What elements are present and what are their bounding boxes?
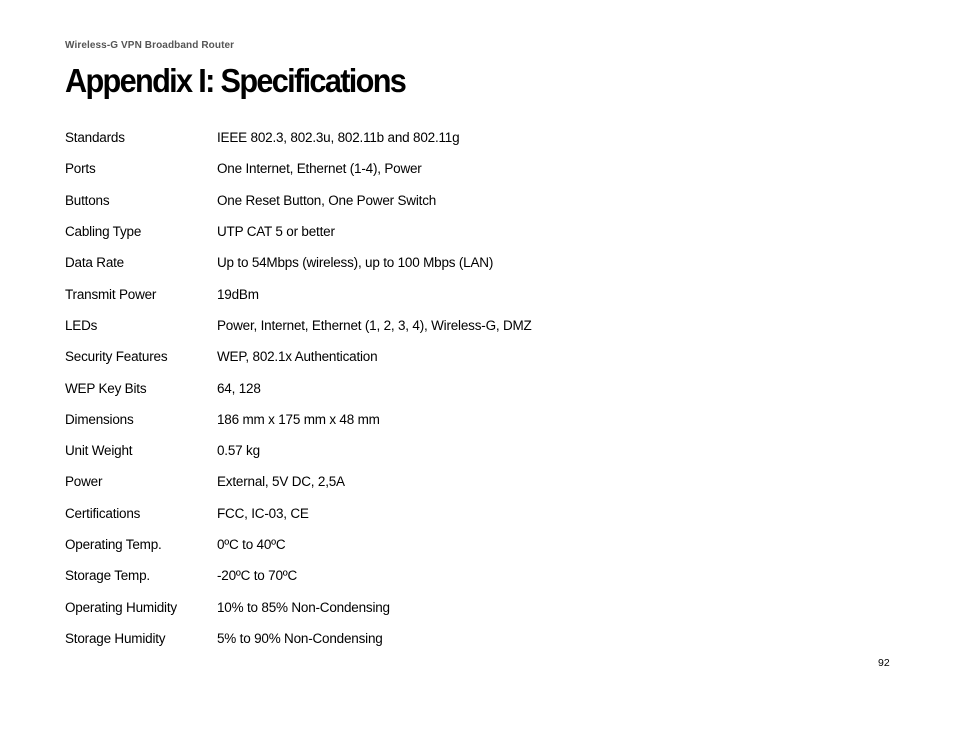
- spec-value: 10% to 85% Non-Condensing: [217, 599, 390, 615]
- spec-value: External, 5V DC, 2,5A: [217, 474, 345, 490]
- spec-row-power: [65, 466, 665, 497]
- spec-label: Data Rate: [65, 255, 124, 271]
- spec-value: Up to 54Mbps (wireless), up to 100 Mbps (LAN): [217, 255, 494, 271]
- page-title: Appendix I: Specifications: [65, 62, 406, 99]
- spec-row-operating-humidity: [65, 591, 665, 622]
- spec-value: 5% to 90% Non-Condensing: [217, 630, 383, 646]
- spec-value: One Internet, Ethernet (1-4), Power: [217, 161, 422, 177]
- spec-row-wep-key-bits: [65, 372, 665, 403]
- spec-label: Ports: [65, 161, 96, 177]
- spec-label: Certifications: [65, 505, 141, 521]
- spec-value: UTP CAT 5 or better: [217, 224, 335, 240]
- spec-value: 64, 128: [217, 380, 261, 396]
- page-number: 92: [878, 657, 890, 669]
- spec-label: WEP Key Bits: [65, 380, 147, 396]
- specifications-table-body: [65, 122, 665, 654]
- spec-row-certifications: [65, 498, 665, 529]
- spec-label: Operating Humidity: [65, 599, 177, 615]
- spec-value: 0.57 kg: [217, 443, 260, 459]
- spec-row-security-features: [65, 341, 665, 372]
- spec-row-ports: [65, 153, 665, 184]
- spec-row-buttons: [65, 185, 665, 216]
- spec-value: IEEE 802.3, 802.3u, 802.11b and 802.11g: [217, 130, 460, 146]
- spec-value: 0ºC to 40ºC: [217, 537, 286, 552]
- spec-value: One Reset Button, One Power Switch: [217, 192, 437, 208]
- spec-value: -20ºC to 70ºC: [217, 568, 298, 584]
- spec-row-unit-weight: [65, 435, 665, 466]
- spec-label: Unit Weight: [65, 443, 133, 459]
- spec-label: Standards: [65, 130, 125, 146]
- spec-value: Power, Internet, Ethernet (1, 2, 3, 4), Wireless-G, DMZ: [217, 317, 532, 333]
- specifications-table: [65, 122, 665, 654]
- spec-row-storage-humidity: [65, 623, 665, 654]
- running-header: Wireless-G VPN Broadband Router: [65, 40, 235, 51]
- spec-row-data-rate: [65, 247, 665, 278]
- spec-label: Operating Temp.: [65, 537, 162, 552]
- spec-row-transmit-power: [65, 278, 665, 309]
- spec-value: WEP, 802.1x Authentication: [217, 349, 378, 365]
- spec-row-storage-temp: [65, 560, 665, 591]
- spec-label: Security Features: [65, 349, 168, 365]
- spec-row-standards: [65, 122, 665, 153]
- spec-label: Transmit Power: [65, 286, 157, 302]
- spec-label: Storage Temp.: [65, 568, 150, 584]
- spec-row-leds: [65, 310, 665, 341]
- spec-value: 19dBm: [217, 286, 259, 302]
- spec-label: Storage Humidity: [65, 630, 166, 646]
- spec-row-dimensions: [65, 404, 665, 435]
- spec-label: LEDs: [65, 317, 98, 333]
- spec-row-operating-temp: [65, 529, 665, 560]
- spec-label: Power: [65, 474, 103, 490]
- spec-row-cabling-type: [65, 216, 665, 247]
- spec-label: Dimensions: [65, 411, 134, 427]
- spec-value: FCC, IC-03, CE: [217, 505, 309, 521]
- spec-label: Cabling Type: [65, 224, 142, 240]
- spec-label: Buttons: [65, 192, 110, 208]
- spec-value: 186 mm x 175 mm x 48 mm: [217, 411, 380, 427]
